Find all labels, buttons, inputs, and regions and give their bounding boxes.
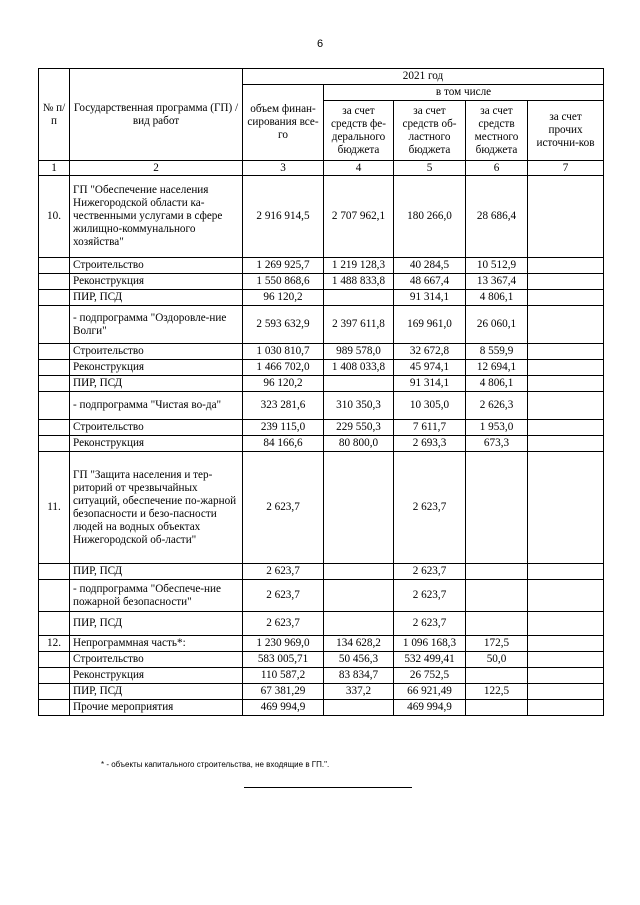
row-num (39, 360, 70, 376)
value-other (528, 636, 604, 652)
value-regional: 66 921,49 (394, 684, 466, 700)
row-name: Реконструкция (70, 274, 243, 290)
row-name: Реконструкция (70, 668, 243, 684)
column-index: 6 (466, 161, 528, 176)
value-total: 1 230 969,0 (243, 636, 324, 652)
value-local: 122,5 (466, 684, 528, 700)
value-local (466, 700, 528, 716)
value-total: 1 550 868,6 (243, 274, 324, 290)
value-total: 2 623,7 (243, 452, 324, 564)
value-other (528, 176, 604, 258)
value-federal (324, 612, 394, 636)
value-other (528, 258, 604, 274)
table-row (39, 306, 604, 344)
page-number: 6 (316, 38, 324, 50)
value-total: 96 120,2 (243, 290, 324, 306)
value-total: 2 593 632,9 (243, 306, 324, 344)
value-regional: 91 314,1 (394, 376, 466, 392)
value-other (528, 564, 604, 580)
table-row (39, 420, 604, 436)
value-federal (324, 290, 394, 306)
value-local: 50,0 (466, 652, 528, 668)
value-local: 13 367,4 (466, 274, 528, 290)
value-other (528, 436, 604, 452)
value-federal: 2 397 611,8 (324, 306, 394, 344)
value-regional: 2 623,7 (394, 580, 466, 612)
value-total: 583 005,71 (243, 652, 324, 668)
value-federal: 83 834,7 (324, 668, 394, 684)
row-name: Строительство (70, 420, 243, 436)
column-index: 4 (324, 161, 394, 176)
value-regional: 7 611,7 (394, 420, 466, 436)
value-other (528, 344, 604, 360)
value-other (528, 700, 604, 716)
value-local: 12 694,1 (466, 360, 528, 376)
value-federal: 50 456,3 (324, 652, 394, 668)
value-federal: 80 800,0 (324, 436, 394, 452)
value-total: 469 994,9 (243, 700, 324, 716)
row-num (39, 392, 70, 420)
value-total: 84 166,6 (243, 436, 324, 452)
value-local: 172,5 (466, 636, 528, 652)
row-num (39, 436, 70, 452)
value-local (466, 580, 528, 612)
value-federal: 134 628,2 (324, 636, 394, 652)
column-index: 5 (394, 161, 466, 176)
value-total: 2 623,7 (243, 580, 324, 612)
value-total: 96 120,2 (243, 376, 324, 392)
value-regional: 2 623,7 (394, 612, 466, 636)
value-total: 110 587,2 (243, 668, 324, 684)
table-row (39, 290, 604, 306)
row-num (39, 420, 70, 436)
value-other (528, 420, 604, 436)
funding-table (38, 68, 604, 716)
header-federal: за счет средств фе-дерального бюджета (324, 101, 394, 161)
row-num (39, 668, 70, 684)
value-federal: 229 550,3 (324, 420, 394, 436)
value-other (528, 274, 604, 290)
value-federal: 2 707 962,1 (324, 176, 394, 258)
value-local (466, 612, 528, 636)
value-federal: 337,2 (324, 684, 394, 700)
table-row (39, 580, 604, 612)
table-row (39, 636, 604, 652)
value-regional: 1 096 168,3 (394, 636, 466, 652)
footnote: * - объекты капитального строительства, не входящие в ГП.". (101, 760, 330, 769)
table-row (39, 564, 604, 580)
header-year: 2021 год (243, 69, 604, 85)
table-row (39, 392, 604, 420)
value-regional: 91 314,1 (394, 290, 466, 306)
row-num (39, 306, 70, 344)
value-regional: 180 266,0 (394, 176, 466, 258)
value-federal: 310 350,3 (324, 392, 394, 420)
table-row (39, 258, 604, 274)
row-num (39, 652, 70, 668)
value-local: 28 686,4 (466, 176, 528, 258)
value-federal (324, 564, 394, 580)
value-local: 4 806,1 (466, 290, 528, 306)
row-num (39, 612, 70, 636)
value-regional: 2 623,7 (394, 452, 466, 564)
row-name: Реконструкция (70, 360, 243, 376)
value-local: 10 512,9 (466, 258, 528, 274)
row-name: ПИР, ПСД (70, 564, 243, 580)
value-regional: 2 693,3 (394, 436, 466, 452)
row-name: ГП "Защита населения и тер-риторий от чрезвычайных ситуаций, обеспечение по-жарной безопасности и безо-пасности людей на водных объектах Нижегородской об-ласти" (70, 452, 243, 564)
value-total: 1 030 810,7 (243, 344, 324, 360)
table-row (39, 684, 604, 700)
value-total: 1 466 702,0 (243, 360, 324, 376)
value-local (466, 668, 528, 684)
value-federal: 1 408 033,8 (324, 360, 394, 376)
header-other: за счет прочих источни-ков (528, 101, 604, 161)
value-regional: 469 994,9 (394, 700, 466, 716)
value-other (528, 684, 604, 700)
value-local: 26 060,1 (466, 306, 528, 344)
row-num: 12. (39, 636, 70, 652)
column-index: 3 (243, 161, 324, 176)
value-local (466, 452, 528, 564)
table-row (39, 360, 604, 376)
value-regional: 26 752,5 (394, 668, 466, 684)
header-regional: за счет средств об-ластного бюджета (394, 101, 466, 161)
header-num: № п/п (39, 69, 70, 161)
header-name: Государственная программа (ГП) / вид работ (70, 69, 243, 161)
row-num (39, 290, 70, 306)
row-num (39, 580, 70, 612)
header-total: объем финан-сирования все-го (243, 85, 324, 161)
table-row (39, 436, 604, 452)
table-row (39, 274, 604, 290)
value-regional: 40 284,5 (394, 258, 466, 274)
row-name: Строительство (70, 344, 243, 360)
row-name: ПИР, ПСД (70, 376, 243, 392)
row-name: Строительство (70, 258, 243, 274)
value-regional: 169 961,0 (394, 306, 466, 344)
value-total: 67 381,29 (243, 684, 324, 700)
table-row (39, 668, 604, 684)
row-name: Реконструкция (70, 436, 243, 452)
value-regional: 48 667,4 (394, 274, 466, 290)
value-regional: 10 305,0 (394, 392, 466, 420)
value-total: 2 623,7 (243, 564, 324, 580)
row-name: Прочие мероприятия (70, 700, 243, 716)
value-other (528, 392, 604, 420)
value-local: 8 559,9 (466, 344, 528, 360)
row-name: - подпрограмма "Оздоровле-ние Волги" (70, 306, 243, 344)
value-regional: 532 499,41 (394, 652, 466, 668)
table-row (39, 176, 604, 258)
value-federal: 1 488 833,8 (324, 274, 394, 290)
table-row (39, 344, 604, 360)
value-other (528, 360, 604, 376)
row-num (39, 564, 70, 580)
value-regional: 32 672,8 (394, 344, 466, 360)
row-name: - подпрограмма "Обеспече-ние пожарной безопасности" (70, 580, 243, 612)
value-other (528, 376, 604, 392)
row-num (39, 700, 70, 716)
value-other (528, 452, 604, 564)
row-name: Строительство (70, 652, 243, 668)
value-other (528, 612, 604, 636)
column-index: 2 (70, 161, 243, 176)
table-row (39, 700, 604, 716)
value-regional: 2 623,7 (394, 564, 466, 580)
table-row (39, 652, 604, 668)
row-num (39, 376, 70, 392)
table-row (39, 452, 604, 564)
value-other (528, 580, 604, 612)
row-name: ПИР, ПСД (70, 290, 243, 306)
row-name: Непрограммная часть*: (70, 636, 243, 652)
value-total: 239 115,0 (243, 420, 324, 436)
row-num (39, 274, 70, 290)
value-total: 1 269 925,7 (243, 258, 324, 274)
value-federal (324, 700, 394, 716)
row-name: ГП "Обеспечение населения Нижегородской области ка-чественными услугами в сфере жилищно-коммунального хозяйства" (70, 176, 243, 258)
value-total: 323 281,6 (243, 392, 324, 420)
value-local: 2 626,3 (466, 392, 528, 420)
value-other (528, 306, 604, 344)
value-federal (324, 580, 394, 612)
value-federal (324, 452, 394, 564)
column-index-row (39, 161, 604, 176)
column-index: 1 (39, 161, 70, 176)
row-name: ПИР, ПСД (70, 612, 243, 636)
value-local: 4 806,1 (466, 376, 528, 392)
table-row (39, 376, 604, 392)
footer-rule (244, 787, 412, 788)
column-index: 7 (528, 161, 604, 176)
row-num (39, 258, 70, 274)
value-local: 673,3 (466, 436, 528, 452)
value-federal: 1 219 128,3 (324, 258, 394, 274)
value-federal: 989 578,0 (324, 344, 394, 360)
value-other (528, 652, 604, 668)
value-other (528, 668, 604, 684)
row-num (39, 344, 70, 360)
row-name: ПИР, ПСД (70, 684, 243, 700)
table-row (39, 612, 604, 636)
value-federal (324, 376, 394, 392)
value-total: 2 623,7 (243, 612, 324, 636)
row-num: 11. (39, 452, 70, 564)
value-total: 2 916 914,5 (243, 176, 324, 258)
value-regional: 45 974,1 (394, 360, 466, 376)
value-local (466, 564, 528, 580)
row-num (39, 684, 70, 700)
header-local: за счет средств местного бюджета (466, 101, 528, 161)
row-name: - подпрограмма "Чистая во-да" (70, 392, 243, 420)
value-other (528, 290, 604, 306)
header-including: в том числе (324, 85, 604, 101)
row-num: 10. (39, 176, 70, 258)
value-local: 1 953,0 (466, 420, 528, 436)
